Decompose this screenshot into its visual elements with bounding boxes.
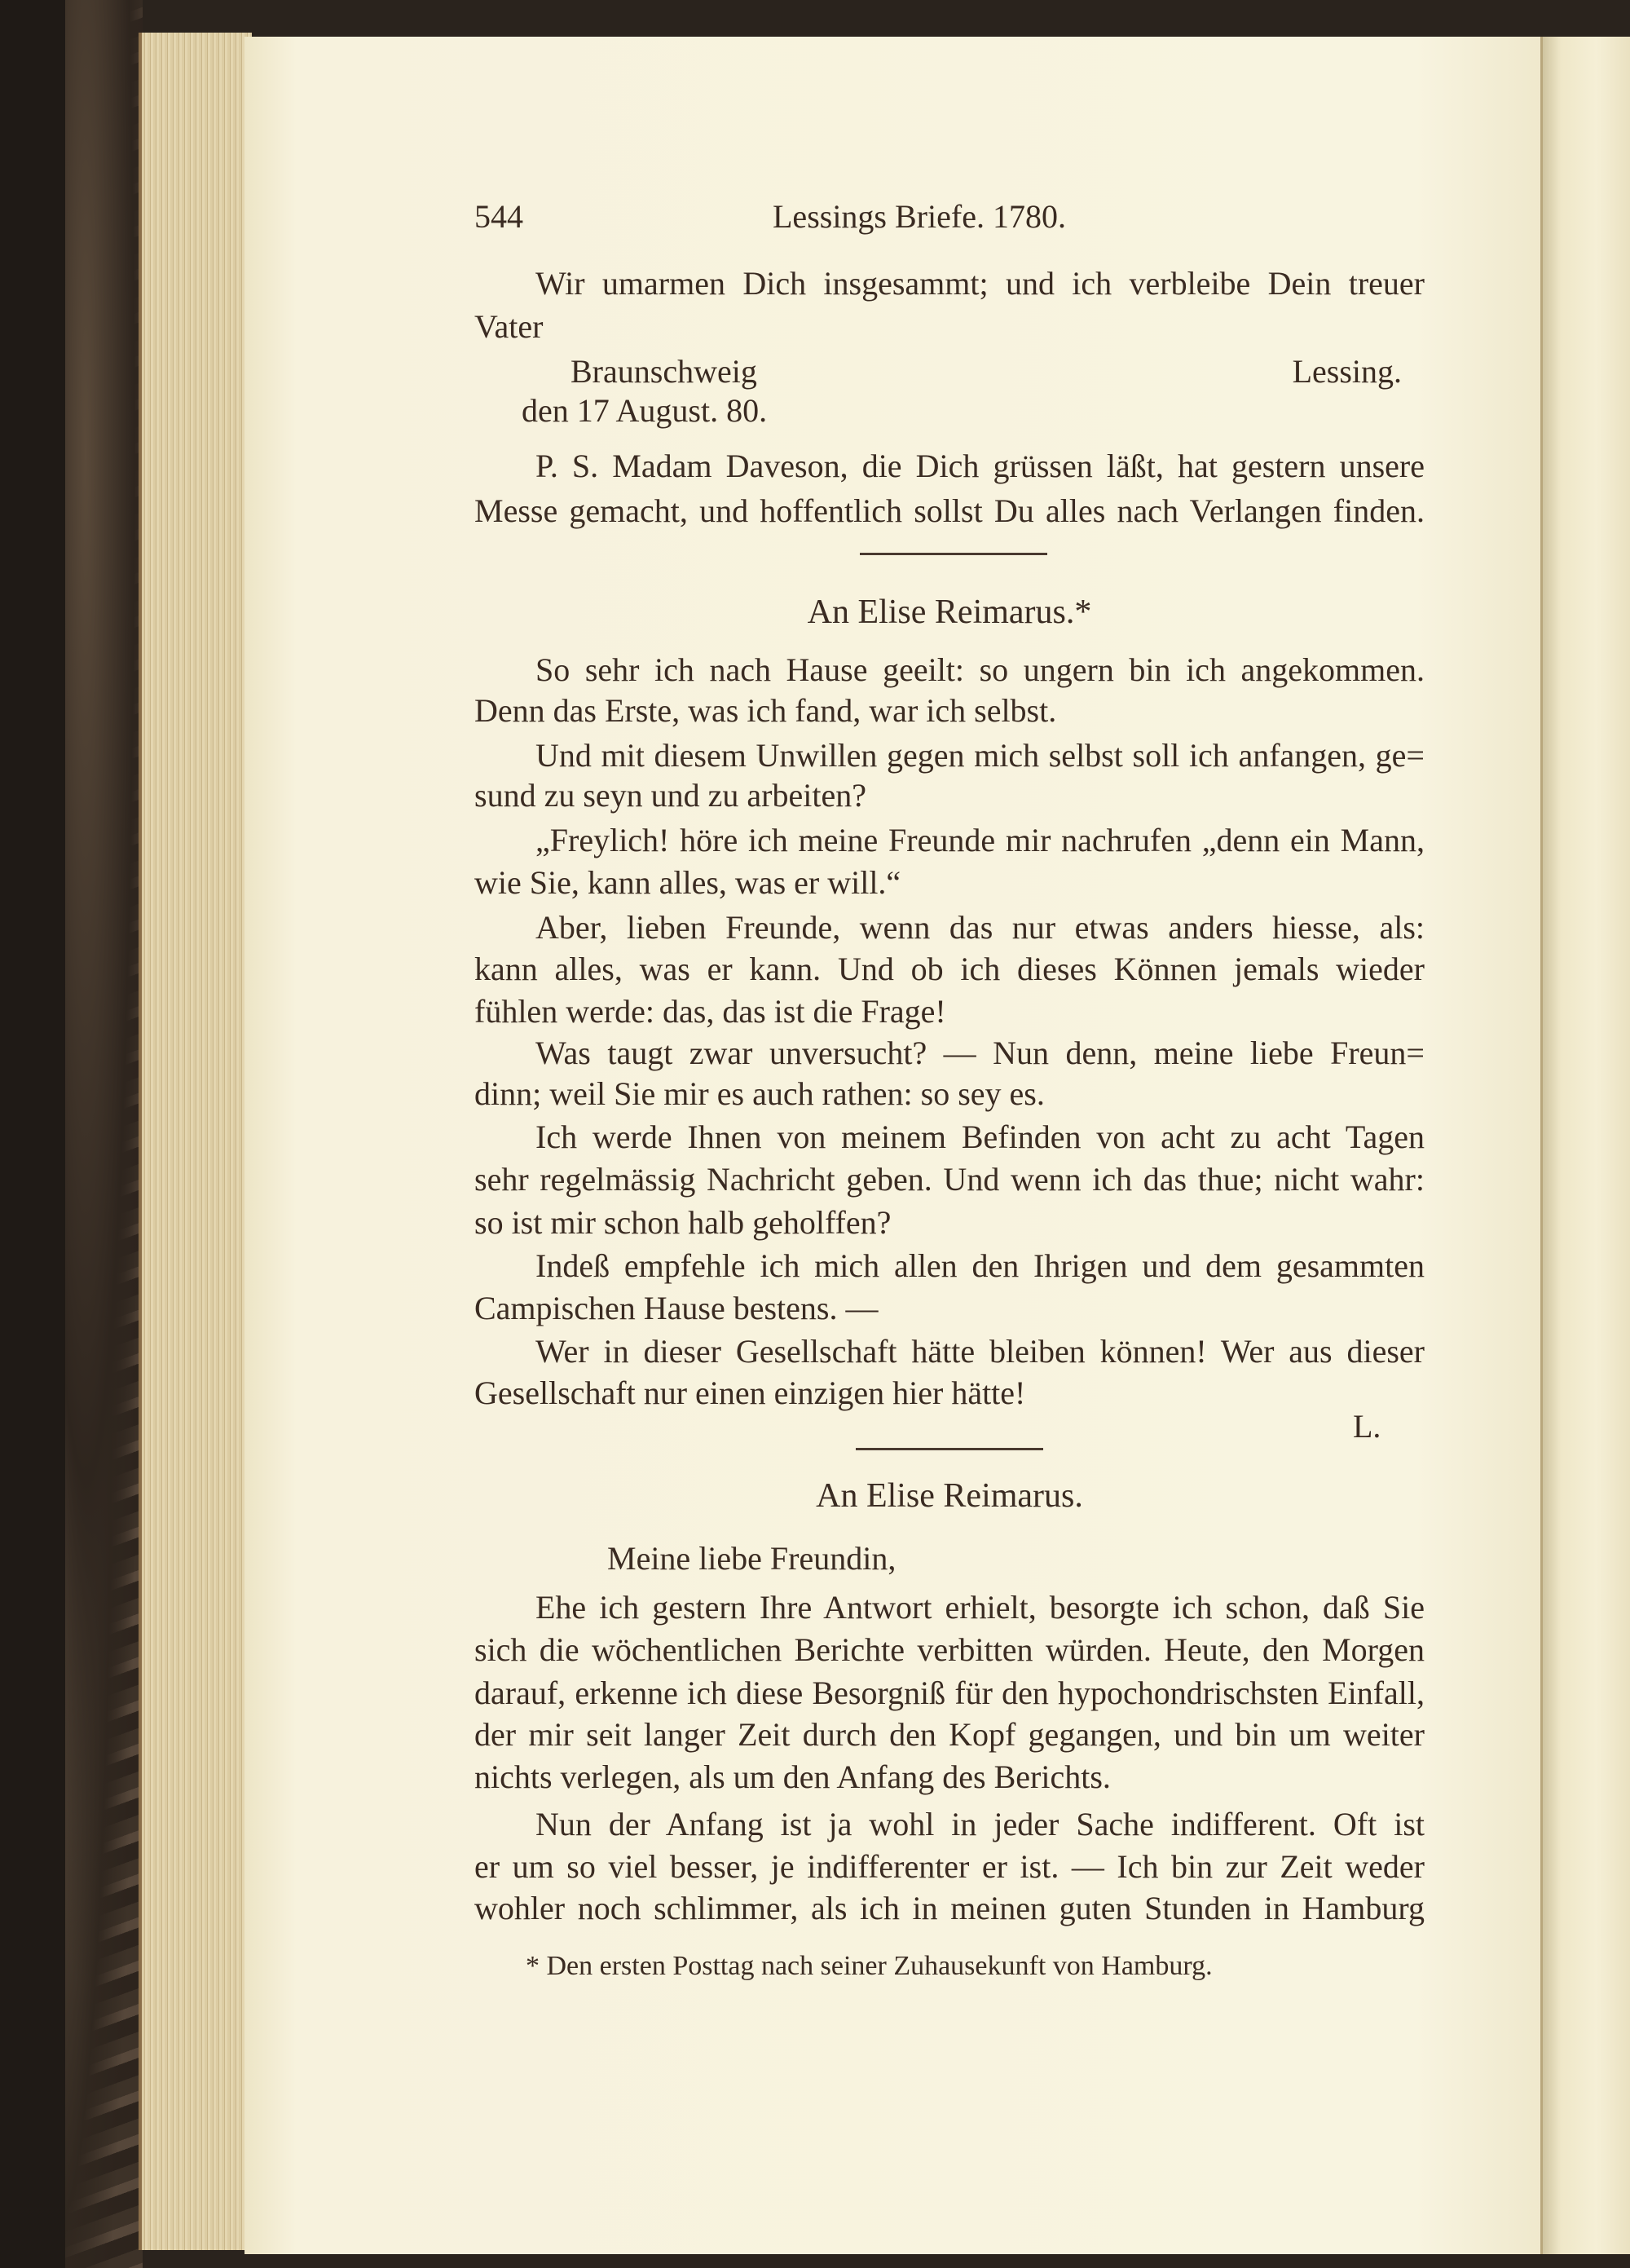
text-line: So sehr ich nach Hause geeilt: so ungern bin ich angekommen. bbox=[535, 651, 1425, 688]
facing-page-edge bbox=[1540, 37, 1630, 2254]
text-line: nichts verlegen, als um den Anfang des Berichts. bbox=[474, 1758, 1111, 1795]
text-line: sehr regelmässig Nachricht geben. Und wenn ich das thue; nicht wahr: bbox=[474, 1161, 1425, 1198]
text-line: er um so viel besser, je indifferenter er ist. — Ich bin zur Zeit weder bbox=[474, 1848, 1425, 1885]
text-line: Und mit diesem Unwillen gegen mich selbst soll ich anfangen, ge= bbox=[535, 737, 1425, 774]
text-line: Wir umarmen Dich insgesammt; und ich verbleibe Dein treuer bbox=[535, 265, 1425, 302]
text-line: Was taugt zwar unversucht? — Nun denn, meine liebe Freun= bbox=[535, 1035, 1425, 1071]
text-line: Campischen Hause bestens. — bbox=[474, 1290, 879, 1326]
page-edges bbox=[139, 33, 252, 2250]
text-line: wie Sie, kann alles, was er will.“ bbox=[474, 864, 901, 901]
separator-rule bbox=[856, 1448, 1043, 1450]
separator-rule bbox=[860, 553, 1047, 555]
text-line: der mir seit langer Zeit durch den Kopf gegangen, und bin um weiter bbox=[474, 1716, 1425, 1753]
letter-heading: An Elise Reimarus. bbox=[816, 1477, 1083, 1515]
salutation: Meine liebe Freundin, bbox=[607, 1540, 896, 1577]
text-line: Aber, lieben Freunde, wenn das nur etwas anders hiesse, als: bbox=[535, 909, 1425, 946]
text-line: fühlen werde: das, das ist die Frage! bbox=[474, 993, 946, 1030]
text-line: „Freylich! höre ich meine Freunde mir nachrufen „denn ein Mann, bbox=[535, 822, 1425, 858]
postscript-line: P. S. Madam Daveson, die Dich grüssen läßt, hat gestern unsere bbox=[535, 448, 1425, 484]
text-line: Indeß empfehle ich mich allen den Ihrigen und dem gesammten bbox=[535, 1247, 1425, 1284]
page-number: 544 bbox=[474, 198, 523, 235]
footnote: * Den ersten Posttag nach seiner Zuhausekunft von Hamburg. bbox=[526, 1951, 1213, 1981]
text-line: Denn das Erste, was ich fand, war ich selbst. bbox=[474, 692, 1057, 729]
place: Braunschweig bbox=[570, 353, 757, 390]
running-title: Lessings Briefe. 1780. bbox=[773, 198, 1066, 235]
signature: L. bbox=[1353, 1408, 1381, 1445]
date: den 17 August. 80. bbox=[522, 392, 768, 429]
letter-heading: An Elise Reimarus.* bbox=[807, 593, 1092, 631]
text-line: sund zu seyn und zu arbeiten? bbox=[474, 777, 866, 814]
text-line: Vater bbox=[474, 308, 544, 345]
book-cover-left bbox=[0, 0, 143, 2268]
text-line: dinn; weil Sie mir es auch rathen: so sey es. bbox=[474, 1075, 1045, 1112]
text-line: sich die wöchentlichen Berichte verbitten würden. Heute, den Morgen bbox=[474, 1631, 1425, 1668]
text-line: wohler noch schlimmer, als ich in meinen guten Stunden in Hamburg bbox=[474, 1890, 1425, 1926]
text-line: Ich werde Ihnen von meinem Befinden von acht zu acht Tagen bbox=[535, 1119, 1425, 1155]
text-line: Gesellschaft nur einen einzigen hier hätte! bbox=[474, 1374, 1026, 1411]
text-line: kann alles, was er kann. Und ob ich dieses Können jemals wieder bbox=[474, 951, 1425, 987]
text-line: Ehe ich gestern Ihre Antwort erhielt, besorgte ich schon, daß Sie bbox=[535, 1589, 1425, 1626]
postscript-line: Messe gemacht, und hoffentlich sollst Du alles nach Verlangen finden. bbox=[474, 492, 1425, 529]
text-line: Wer in dieser Gesellschaft hätte bleiben können! Wer aus dieser bbox=[535, 1333, 1425, 1370]
text-line: so ist mir schon halb geholffen? bbox=[474, 1204, 892, 1241]
text-line: darauf, erkenne ich diese Besorgniß für den hypochondrischsten Einfall, bbox=[474, 1675, 1425, 1711]
text-line: Nun der Anfang ist ja wohl in jeder Sache indifferent. Oft ist bbox=[535, 1806, 1425, 1842]
signature: Lessing. bbox=[1292, 353, 1402, 390]
